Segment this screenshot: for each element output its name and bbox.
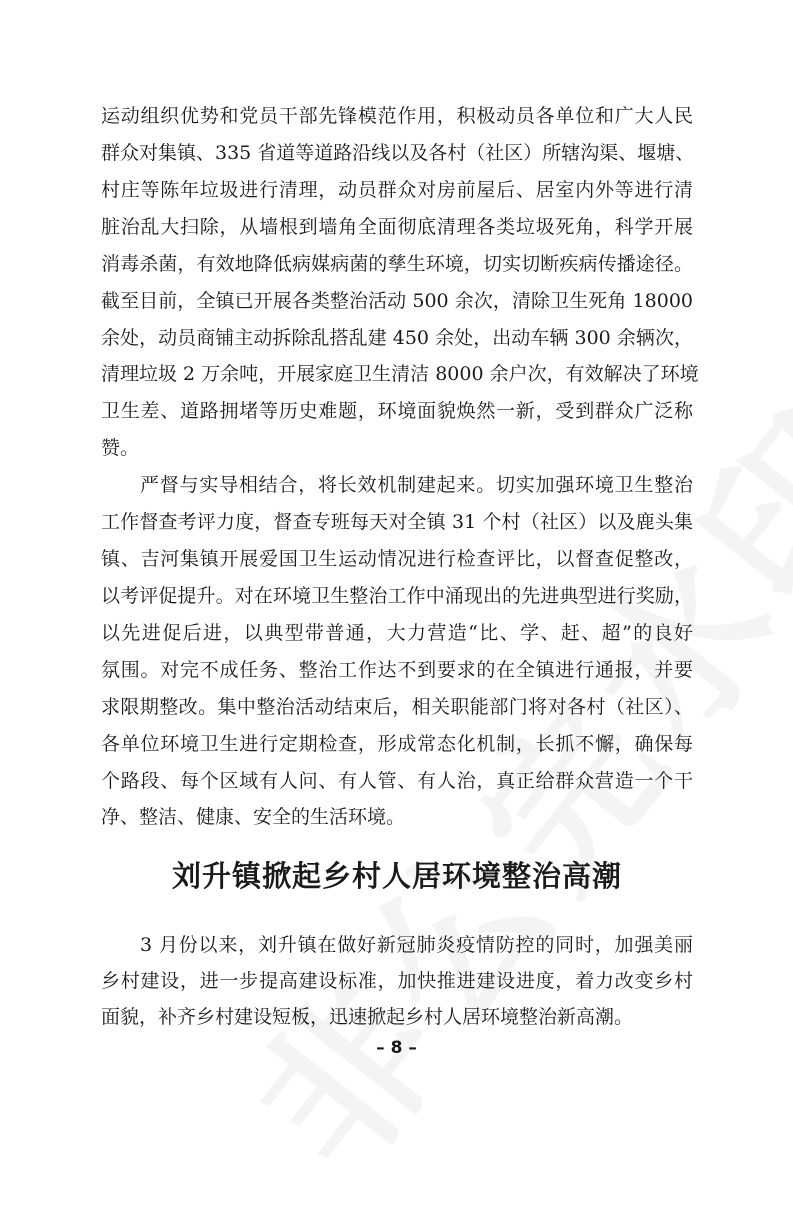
p1-line-10: 赞。 <box>101 437 140 459</box>
p2-line-2: 工作督查考评力度，督查专班每天对全镇 31 个村（社区）以及鹿头集 <box>101 511 693 533</box>
p1-line-1: 运动组织优势和党员干部先锋模范作用，积极动员各单位和广大人民 <box>101 105 693 127</box>
p3-line-1: 3 月份以来，刘升镇在做好新冠肺炎疫情防控的同时，加强美丽 <box>140 934 693 956</box>
p2-line-6: 氛围。对完不成任务、整治工作达不到要求的在全镇进行通报，并要 <box>101 659 693 681</box>
p1-line-2: 群众对集镇、335 省道等道路沿线以及各村（社区）所辖沟渠、堰塘、 <box>101 142 695 164</box>
p2-line-8: 各单位环境卫生进行定期检查，形成常态化机制，长抓不懈，确保每 <box>101 733 693 755</box>
p2-line-1: 严督与实导相结合，将长效机制建起来。切实加强环境卫生整治 <box>140 474 693 496</box>
p2-line-10: 净、整洁、健康、安全的生活环境。 <box>101 806 406 828</box>
p1-line-7: 余处，动员商铺主动拆除乱搭乱建 450 余处，出动车辆 300 余辆次， <box>101 327 693 349</box>
section-heading: 刘升镇掀起乡村人居环境整治高潮 <box>171 859 622 893</box>
p2-line-4: 以考评促提升。对在环境卫生整治工作中涌现出的先进典型进行奖励， <box>101 585 693 607</box>
p2-line-7: 求限期整改。集中整治活动结束后，相关职能部门将对各村（社区）、 <box>101 696 693 718</box>
p3-line-3: 面貌，补齐乡村建设短板，迅速掀起乡村人居环境整治新高潮。 <box>101 1006 634 1028</box>
p1-line-8: 清理垃圾 2 万余吨，开展家庭卫生清洁 8000 余户次，有效解决了环境 <box>101 363 699 385</box>
p1-line-9: 卫生差、道路拥堵等历史难题，环境面貌焕然一新，受到群众广泛称 <box>101 400 693 422</box>
p2-line-5: 以先进促后进，以典型带普通，大力营造“比、学、赶、超”的良好 <box>101 622 693 644</box>
p1-line-6: 截至目前，全镇已开展各类整治活动 500 余次，清除卫生死角 18000 <box>101 290 693 312</box>
p1-line-4: 脏治乱大扫除，从墙根到墙角全面彻底清理各类垃圾死角，科学开展 <box>101 216 693 238</box>
p3-line-2: 乡村建设，进一步提高建设标准，加快推进建设进度，着力改变乡村 <box>101 970 693 992</box>
p1-line-5: 消毒杀菌，有效地降低病媒病菌的孳生环境，切实切断疾病传播途径。 <box>101 253 693 275</box>
p1-line-3: 村庄等陈年垃圾进行清理，动员群众对房前屋后、居室内外等进行清 <box>101 179 693 201</box>
p2-line-3: 镇、吉河集镇开展爱国卫生运动情况进行检查评比，以督查促整改， <box>101 548 693 570</box>
p2-line-9: 个路段、每个区域有人问、有人管、有人治，真正给群众营造一个干 <box>101 770 693 792</box>
page-number: – 8 – <box>376 1038 417 1058</box>
